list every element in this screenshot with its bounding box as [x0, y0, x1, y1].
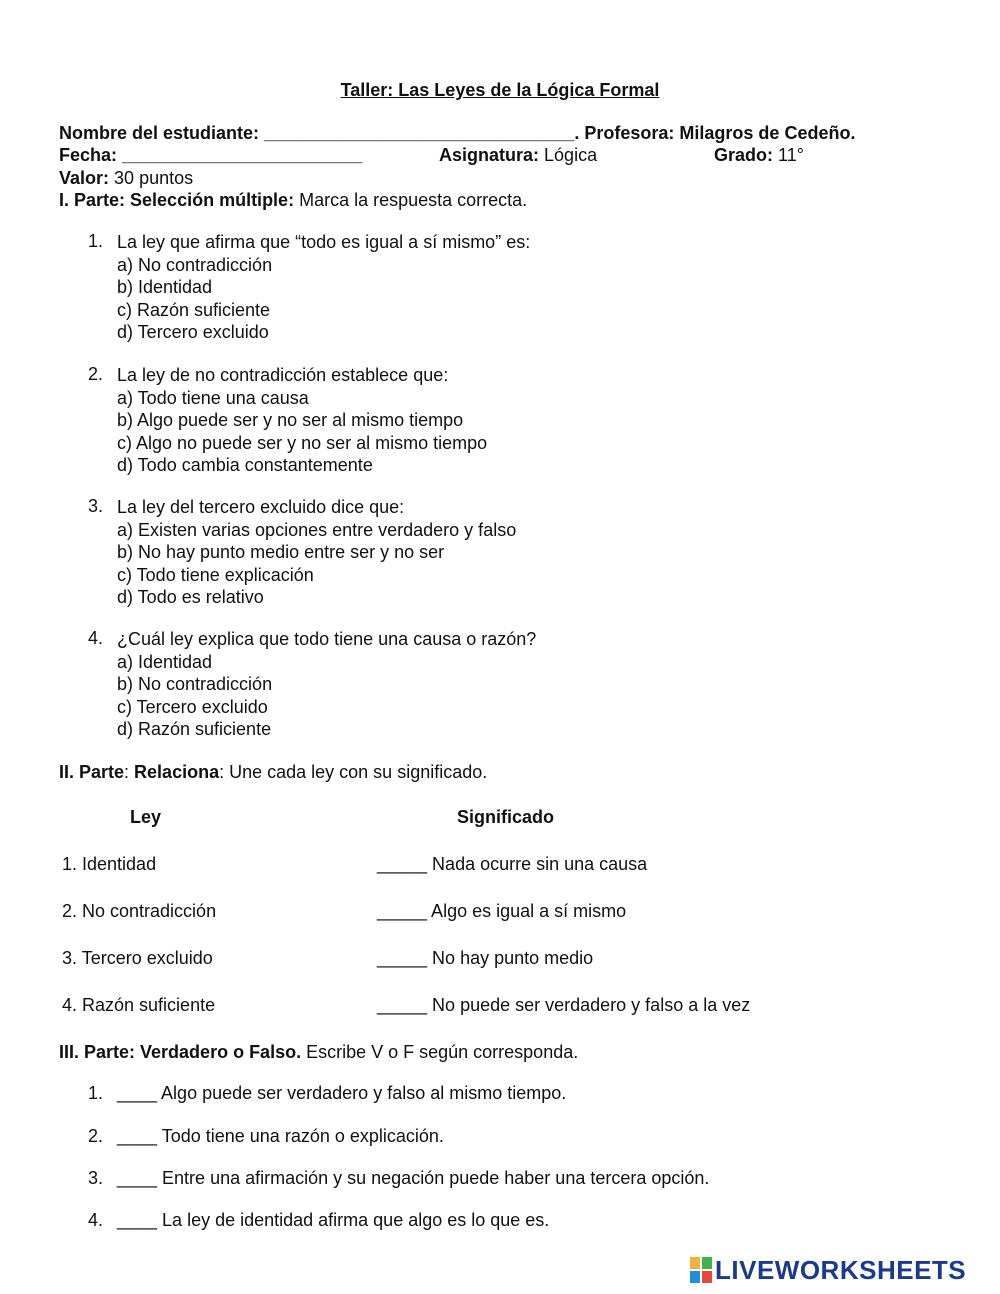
teacher-label: . Profesora: Milagros de Cedeño. [574, 123, 856, 143]
item-number: 3. [88, 1168, 104, 1188]
item-text[interactable]: ____ Todo tiene una razón o explicación. [117, 1126, 444, 1146]
option-b[interactable]: b) No hay punto medio entre ser y no ser [117, 542, 445, 563]
logo-text: LIVEWORKSHEETS [715, 1254, 967, 1285]
item-text[interactable]: ____ Algo puede ser verdadero y falso al mismo tiempo. [117, 1083, 567, 1103]
option-c[interactable]: c) Tercero excluido [117, 696, 268, 717]
item-text[interactable]: ____ Entre una afirmación y su negación puede haber una tercera opción. [117, 1168, 710, 1188]
option-c[interactable]: c) Razón suficiente [117, 299, 271, 320]
question-number: 2. [88, 364, 104, 384]
match-law: 1. Identidad [62, 854, 157, 874]
column-header-significado: Significado [457, 807, 555, 827]
option-a[interactable]: a) Todo tiene una causa [117, 387, 309, 408]
item-text[interactable]: ____ La ley de identidad afirma que algo es lo que es. [117, 1210, 550, 1230]
option-d[interactable]: d) Razón suficiente [117, 719, 272, 740]
option-d[interactable]: d) Todo cambia constantemente [117, 455, 373, 476]
part1-heading: I. Parte: Selección múltiple: [59, 190, 295, 210]
part3-heading-row [59, 1041, 578, 1063]
option-a[interactable]: a) Identidad [117, 651, 213, 672]
match-meaning[interactable]: _____ Nada ocurre sin una causa [377, 854, 648, 874]
option-c[interactable]: c) Algo no puede ser y no ser al mismo tiempo [117, 432, 488, 453]
part2-separator: : [124, 762, 135, 782]
option-c[interactable]: c) Todo tiene explicación [117, 564, 314, 585]
question-text: ¿Cuál ley explica que todo tiene una causa o razón? [117, 629, 537, 649]
option-b[interactable]: b) Identidad [117, 277, 213, 298]
part2-heading: II. Parte [59, 762, 125, 782]
item-number: 4. [88, 1210, 104, 1230]
date-row [59, 144, 362, 166]
logo-block-icon [690, 1271, 700, 1283]
part3-heading: III. Parte: Verdadero o Falso. [59, 1042, 302, 1062]
liveworksheets-logo [690, 1256, 966, 1284]
grade-field [714, 144, 804, 166]
question-text: La ley que afirma que “todo es igual a sí mismo” es: [117, 232, 531, 252]
question-number: 3. [88, 496, 104, 516]
part2-instruction: : Une cada ley con su significado. [219, 762, 488, 782]
match-law: 3. Tercero excluido [62, 948, 213, 968]
option-a[interactable]: a) No contradicción [117, 254, 273, 275]
student-name-blank[interactable]: _______________________________ [264, 123, 575, 143]
value-value: 30 puntos [114, 168, 194, 188]
question-number: 4. [88, 628, 104, 648]
part1-instruction: Marca la respuesta correcta. [299, 190, 528, 210]
match-meaning[interactable]: _____ No hay punto medio [377, 948, 594, 968]
match-meaning[interactable]: _____ No puede ser verdadero y falso a la vez [377, 995, 751, 1015]
option-b[interactable]: b) Algo puede ser y no ser al mismo tiempo [117, 410, 464, 431]
option-b[interactable]: b) No contradicción [117, 674, 273, 695]
match-law: 4. Razón suficiente [62, 995, 216, 1015]
page-title: Taller: Las Leyes de la Lógica Formal [340, 80, 660, 100]
part2-heading-row [59, 761, 487, 783]
match-meaning[interactable]: _____ Algo es igual a sí mismo [377, 901, 627, 921]
part1-heading-row [59, 189, 527, 211]
question-number: 1. [88, 231, 104, 251]
value-row [59, 167, 193, 189]
option-d[interactable]: d) Tercero excluido [117, 322, 269, 343]
grade-value: 11° [778, 145, 804, 165]
logo-blocks-icon [690, 1257, 712, 1283]
date-label: Fecha: [59, 145, 118, 165]
part2-bold-label: Relaciona [134, 762, 220, 782]
logo-block-icon [690, 1257, 700, 1269]
option-d[interactable]: d) Todo es relativo [117, 587, 264, 608]
logo-block-icon [702, 1257, 712, 1269]
subject-field [439, 144, 597, 166]
logo-block-icon [702, 1271, 712, 1283]
part3-instruction: Escribe V o F según corresponda. [301, 1042, 579, 1062]
column-header-ley: Ley [130, 807, 162, 827]
match-law: 2. No contradicción [62, 901, 217, 921]
item-number: 1. [88, 1083, 104, 1103]
date-blank[interactable]: ________________________ [122, 145, 363, 165]
option-a[interactable]: a) Existen varias opciones entre verdadero y falso [117, 519, 517, 540]
student-row [59, 122, 855, 144]
grade-label: Grado: [714, 145, 774, 165]
subject-value: Lógica [544, 145, 598, 165]
question-text: La ley de no contradicción establece que: [117, 365, 449, 385]
value-label: Valor: [59, 168, 110, 188]
student-label: Nombre del estudiante: [59, 123, 260, 143]
question-text: La ley del tercero excluido dice que: [117, 497, 405, 517]
subject-label: Asignatura: [439, 145, 540, 165]
item-number: 2. [88, 1126, 104, 1146]
